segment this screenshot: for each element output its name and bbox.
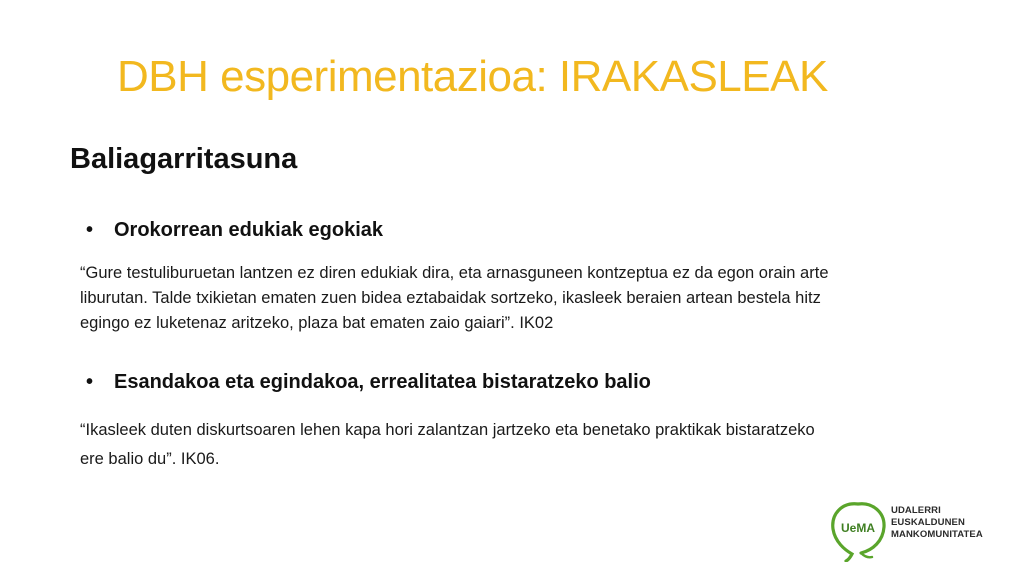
bullet-marker: •	[86, 219, 94, 241]
quote-line: liburutan. Talde txikietan ematen zuen bidea eztabaidak sortzeko, ikasleek beraien artean bestela hitz	[80, 289, 821, 307]
section-heading: Baliagarritasuna	[70, 143, 298, 175]
logo-mark-text: UeMA	[840, 521, 876, 535]
bullet-item-2	[86, 371, 651, 394]
quote-line: “Gure testuliburuetan lantzen ez diren edukiak dira, eta arnasguneen kontzeptua ez da egon orain arte	[80, 264, 829, 282]
quote-line: “Ikasleek duten diskurtsoaren lehen kapa hori zalantzan jartzeko eta benetako praktikak bistaratzeko	[80, 421, 815, 439]
logo-line: MANKOMUNITATEA	[891, 529, 983, 540]
quote-2	[80, 416, 980, 474]
quote-line: egingo ez luketenaz aritzeko, plaza bat ematen zaio gaiari”. IK02	[80, 314, 554, 332]
uema-logo	[828, 498, 1018, 568]
bullet-label: Esandakoa eta egindakoa, errealitatea bistaratzeko balio	[114, 371, 651, 393]
logo-line: EUSKALDUNEN	[891, 517, 965, 528]
quote-1	[80, 261, 980, 336]
uema-logo-mark	[828, 498, 888, 562]
bullet-marker: •	[86, 371, 94, 393]
bullet-label: Orokorrean edukiak egokiak	[114, 219, 384, 241]
slide-title: DBH esperimentazioa: IRAKASLEAK	[117, 52, 828, 101]
logo-text	[891, 505, 983, 541]
logo-line: UDALERRI	[891, 505, 941, 516]
quote-line: ere balio du”. IK06.	[80, 450, 220, 468]
bullet-item-1	[86, 219, 383, 242]
